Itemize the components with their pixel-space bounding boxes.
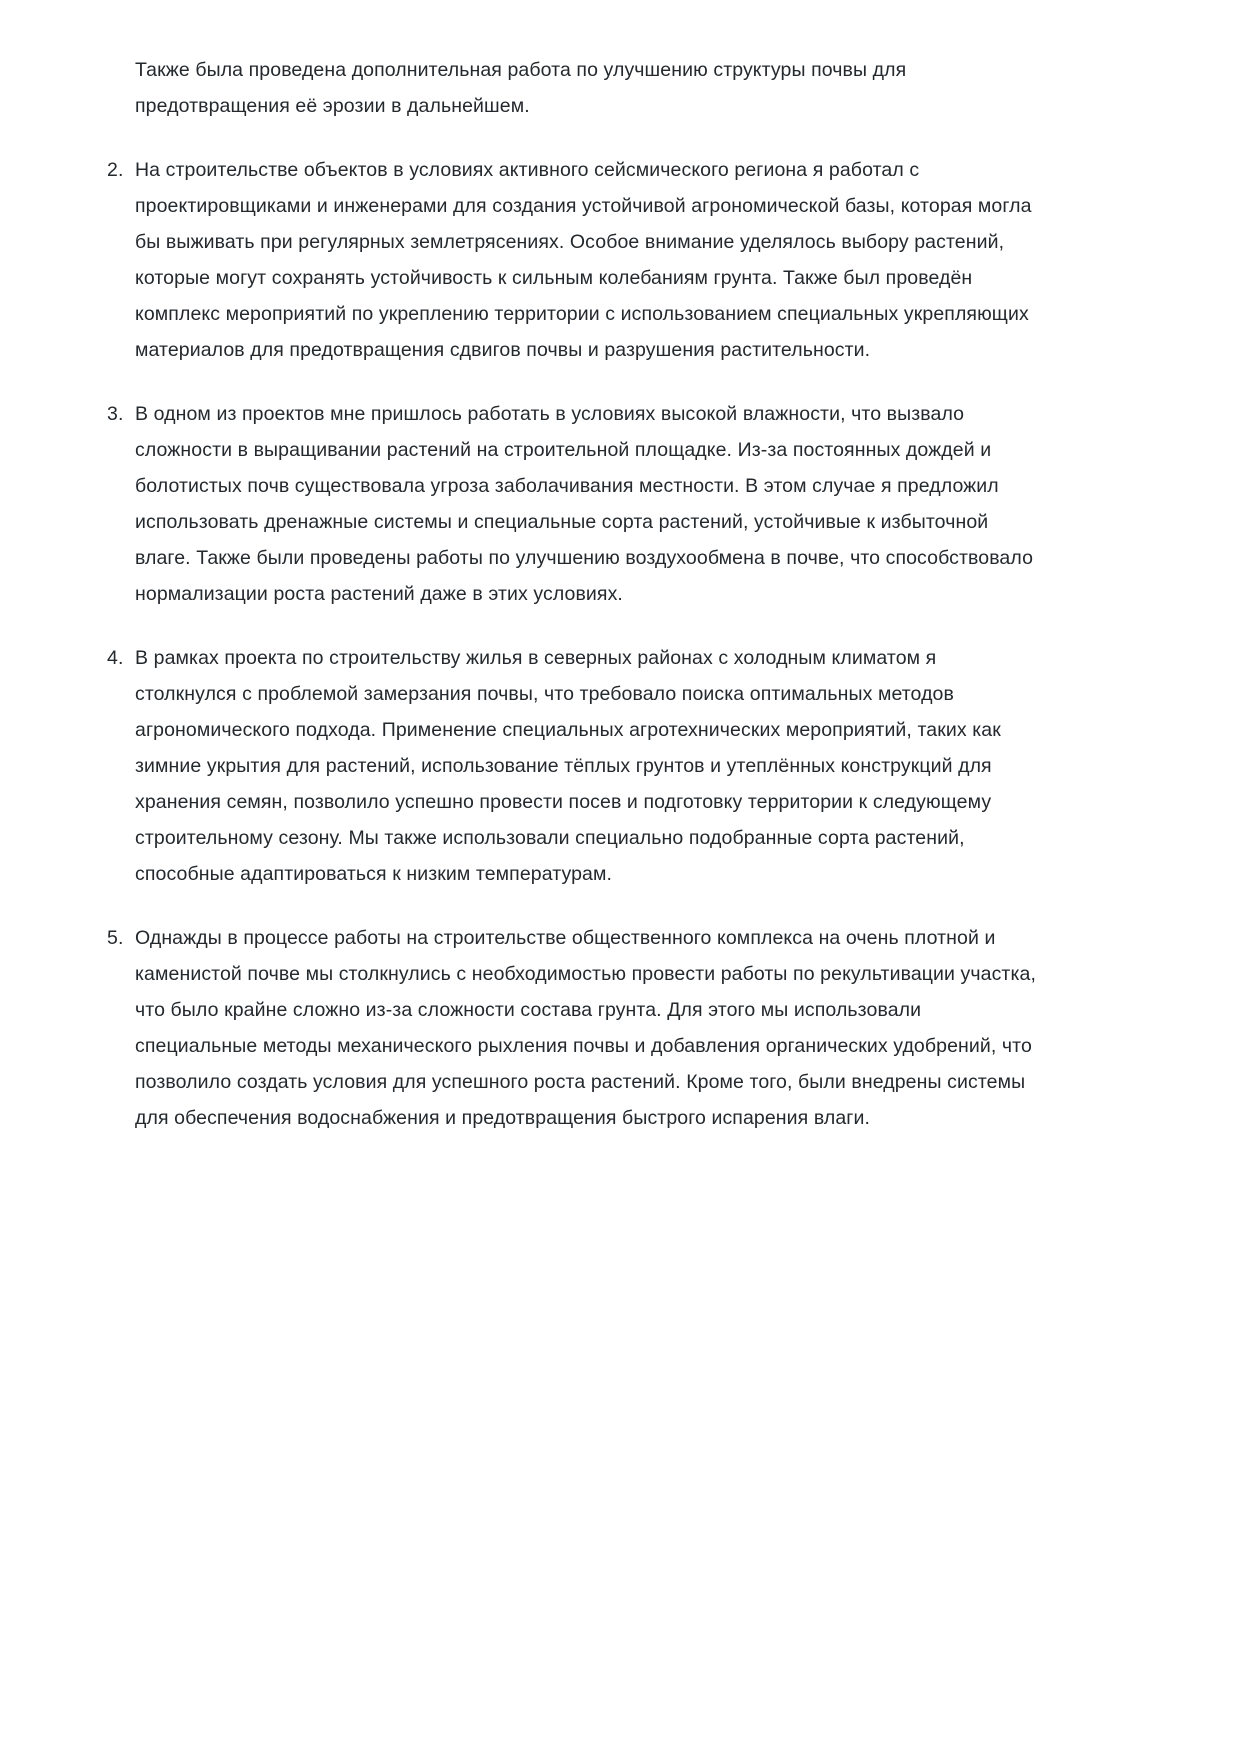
list-item [107,640,1239,892]
intro-paragraph: Также была проведена дополнительная работа по улучшению структуры почвы для предотвращения её эрозии в дальнейшем. [135,59,907,117]
list-item [107,920,1239,1136]
list-item-text: На строительстве объектов в условиях активного сейсмического региона я работал с проектировщиками и инженерами для создания устойчивой агрономической базы, которая могла бы выживать при регулярных землетрясениях. Особое внимание уделялось выбору растений, которые могут сохранять устойчивость к сильным колебаниям грунта. Также был проведён комплекс мероприятий по укреплению территории с использованием специальных укрепляющих материалов для предотвращения сдвигов почвы и разрушения растительности. [135,159,1032,361]
list-item-text: В одном из проектов мне пришлось работать в условиях высокой влажности, что вызвало сложности в выращивании растений на строительной площадке. Из-за постоянных дождей и болотистых почв существовала угроза заболачивания местности. В этом случае я предложил использовать дренажные системы и специальные сорта растений, устойчивые к избыточной влаге. Также были проведены работы по улучшению воздухообмена в почве, что способствовало нормализации роста растений даже в этих условиях. [135,403,1034,605]
list-item-number: 5. [107,927,124,949]
list-item-number: 2. [107,159,124,181]
list-item-text: Однажды в процессе работы на строительстве общественного комплекса на очень плотной и каменистой почве мы столкнулись с необходимостью провести работы по рекультивации участка, что было крайне сложно из-за сложности состава грунта. Для этого мы использовали специальные методы механического рыхления почвы и добавления органических удобрений, что позволило создать условия для успешного роста растений. Кроме того, были внедрены системы для обеспечения водоснабжения и предотвращения быстрого испарения влаги. [135,927,1036,1129]
list-item-number: 3. [107,403,124,425]
list-item [107,396,1239,612]
list-item-text: В рамках проекта по строительству жилья в северных районах с холодным климатом я столкнулся с проблемой замерзания почвы, что требовало поиска оптимальных методов агрономического подхода. Применение специальных агротехнических мероприятий, таких как зимние укрытия для растений, использование тёплых грунтов и утеплённых конструкций для хранения семян, позволило успешно провести посев и подготовку территории к следующему строительному сезону. Мы также использовали специально подобранные сорта растений, способные адаптироваться к низким температурам. [135,647,1001,885]
list-item [107,152,1239,368]
list-item-number: 4. [107,647,124,669]
